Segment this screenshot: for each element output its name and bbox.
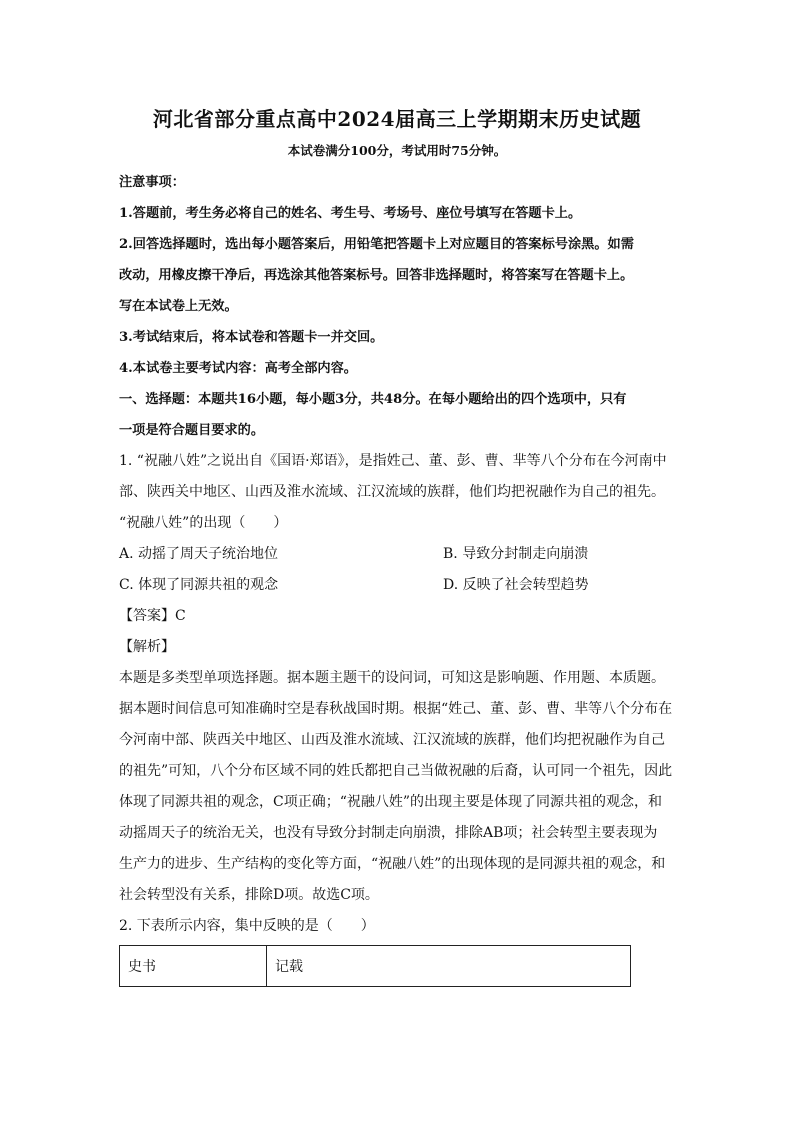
q1-analysis-line: 社会转型没有关系，排除D项。故选C项。 — [119, 887, 379, 903]
q1-option-c: C. 体现了同源共祖的观念 — [119, 577, 279, 593]
q1-analysis-line: 生产力的进步、生产结构的变化等方面，“祝融八姓”的出现体现的是同源共祖的观念，和 — [119, 856, 666, 872]
q1-stem: 1. “祝融八姓”之说出自《国语·郑语》，是指姓己、董、彭、曹、芈等八个分布在今河南中 — [119, 453, 667, 469]
q2-table — [119, 945, 631, 987]
q1-stem: 部、陕西关中地区、山西及淮水流域、江汉流域的族群，他们均把祝融作为自己的祖先。 — [119, 484, 665, 500]
page-subtitle: 本试卷满分100分，考试用时75分钟。 — [287, 143, 507, 158]
note-item: 2.回答选择题时，选出每小题答案后，用铅笔把答题卡上对应题目的答案标号涂黑。如需 — [119, 237, 634, 252]
q1-options-row-1 — [119, 539, 675, 570]
exam-page — [119, 100, 675, 987]
note-item: 写在本试卷上无效。 — [119, 299, 238, 314]
table-header-cell: 记载 — [267, 946, 631, 987]
section-heading-cont: 一项是符合题目要求的。 — [119, 423, 265, 438]
q1-options-row-2 — [119, 570, 675, 601]
section-heading: 一、选择题：本题共16小题，每小题3分，共48分。在每小题给出的四个选项中，只有 — [119, 392, 627, 407]
q1-answer: 【答案】C — [119, 608, 186, 624]
q1-option-a: A. 动摇了周天子统治地位 — [119, 546, 279, 562]
q1-analysis-heading: 【解析】 — [119, 639, 175, 655]
page-title: 河北省部分重点高中2024届高三上学期期末历史试题 — [152, 107, 642, 131]
note-item: 4.本试卷主要考试内容：高考全部内容。 — [119, 361, 357, 376]
note-item: 1.答题前，考生务必将自己的姓名、考生号、考场号、座位号填写在答题卡上。 — [119, 206, 582, 221]
q1-analysis-line: 本题是多类型单项选择题。据本题主题干的设问词，可知这是影响题、作用题、本质题。 — [119, 670, 665, 686]
q1-option-b: B. 导致分封制走向崩溃 — [443, 546, 589, 562]
note-item: 改动，用橡皮擦干净后，再选涂其他答案标号。回答非选择题时，将答案写在答题卡上。 — [119, 268, 634, 283]
q1-analysis-line: 动摇周天子的统治无关，也没有导致分封制走向崩溃，排除AB项；社会转型主要表现为 — [119, 825, 658, 841]
q1-analysis-line: 据本题时间信息可知准确时空是春秋战国时期。根据“姓己、董、彭、曹、芈等八个分布在 — [119, 701, 673, 717]
q1-analysis-line: 的祖先”可知，八个分布区域不同的姓氏都把自己当做祝融的后裔，认可同一个祖先，因此 — [119, 763, 673, 779]
notes-heading: 注意事项： — [119, 175, 185, 190]
q1-stem: “祝融八姓”的出现（ ） — [119, 515, 288, 531]
table-header-cell: 史书 — [120, 946, 267, 987]
q1-option-d: D. 反映了社会转型趋势 — [443, 577, 589, 593]
q2-stem: 2. 下表所示内容，集中反映的是（ ） — [119, 918, 375, 934]
q1-analysis-line: 体现了同源共祖的观念，C项正确；“祝融八姓”的出现主要是体现了同源共祖的观念，和 — [119, 794, 663, 810]
table-row — [120, 946, 631, 987]
note-item: 3.考试结束后，将本试卷和答题卡一并交回。 — [119, 330, 384, 345]
q1-analysis-line: 今河南中部、陕西关中地区、山西及淮水流域、江汉流域的族群，他们均把祝融作为自己 — [119, 732, 665, 748]
